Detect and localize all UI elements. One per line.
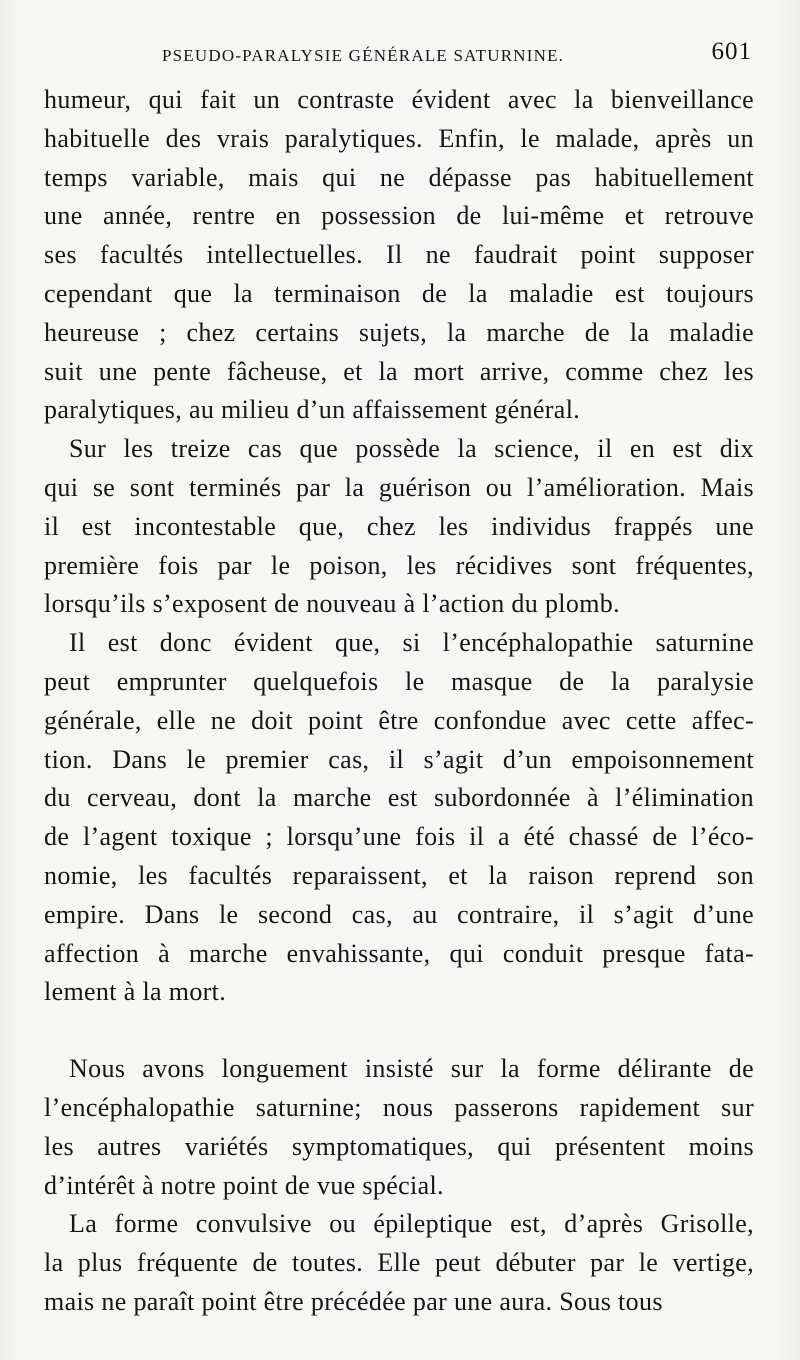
text-line: première fois par le poison, les récidives sont fréquentes,: [44, 550, 754, 580]
text-line: habituelle des vrais paralytiques. Enfin, le malade, après un: [44, 123, 754, 153]
text-line: empire. Dans le second cas, au contraire, il s’agit d’une: [44, 899, 754, 929]
text-line: il est incontestable que, chez les individus frappés une: [44, 511, 754, 541]
text-line: ses facultés intellectuelles. Il ne faudrait point supposer: [44, 240, 754, 270]
running-title: PSEUDO-PARALYSIE GÉNÉRALE SATURNINE.: [162, 46, 565, 65]
body-text: [44, 81, 754, 1322]
text-line: La forme convulsive ou épileptique est, d’après Grisolle,: [69, 1209, 754, 1239]
text-line: une année, rentre en possession de lui-même et retrouve: [44, 201, 754, 231]
text-line: lement à la mort.: [44, 977, 227, 1007]
paragraph: [44, 624, 754, 1012]
page-number: 601: [711, 38, 752, 65]
paragraph: [44, 430, 754, 624]
text-line: peut emprunter quelquefois le masque de la paralysie: [44, 666, 754, 696]
text-line: de l’agent toxique ; lorsqu’une fois il a été chassé de l’éco-: [44, 822, 754, 852]
text-line: les autres variétés symptomatiques, qui présentent moins: [44, 1131, 754, 1161]
text-line: mais ne paraît point être précédée par une aura. Sous tous: [44, 1286, 663, 1316]
text-line: d’intérêt à notre point de vue spécial.: [44, 1170, 444, 1200]
section-break: [44, 1012, 754, 1050]
text-line: affection à marche envahissante, qui conduit presque fata-: [44, 938, 754, 968]
text-line: cependant que la terminaison de la maladie est toujours: [44, 278, 754, 308]
text-line: qui se sont terminés par la guérison ou l’amélioration. Mais: [44, 472, 754, 502]
text-line: Sur les treize cas que possède la science, il en est dix: [69, 434, 754, 464]
text-line: tion. Dans le premier cas, il s’agit d’un empoisonnement: [44, 744, 754, 774]
text-line: lorsqu’ils s’exposent de nouveau à l’action du plomb.: [44, 589, 620, 619]
paragraph: [44, 81, 754, 430]
text-line: nomie, les facultés reparaissent, et la raison reprend son: [44, 860, 754, 890]
text-line: Nous avons longuement insisté sur la forme délirante de: [69, 1054, 754, 1084]
text-line: Il est donc évident que, si l’encéphalopathie saturnine: [69, 628, 754, 658]
text-line: du cerveau, dont la marche est subordonnée à l’élimination: [44, 783, 754, 813]
text-line: générale, elle ne doit point être confondue avec cette affec-: [44, 705, 754, 735]
text-line: temps variable, mais qui ne dépasse pas habituellement: [44, 162, 754, 192]
text-line: humeur, qui fait un contraste évident avec la bienveillance: [44, 85, 754, 114]
text-line: l’encéphalopathie saturnine; nous passerons rapidement sur: [44, 1092, 754, 1122]
text-line: paralytiques, au milieu d’un affaissement général.: [44, 395, 581, 425]
text-line: la plus fréquente de toutes. Elle peut débuter par le vertige,: [44, 1248, 754, 1278]
text-line: suit une pente fâcheuse, et la mort arrive, comme chez les: [44, 356, 754, 386]
paragraph: [44, 1050, 754, 1205]
page-header: [44, 0, 754, 65]
text-line: heureuse ; chez certains sujets, la marche de la maladie: [44, 317, 754, 347]
paragraph: [44, 1205, 754, 1321]
